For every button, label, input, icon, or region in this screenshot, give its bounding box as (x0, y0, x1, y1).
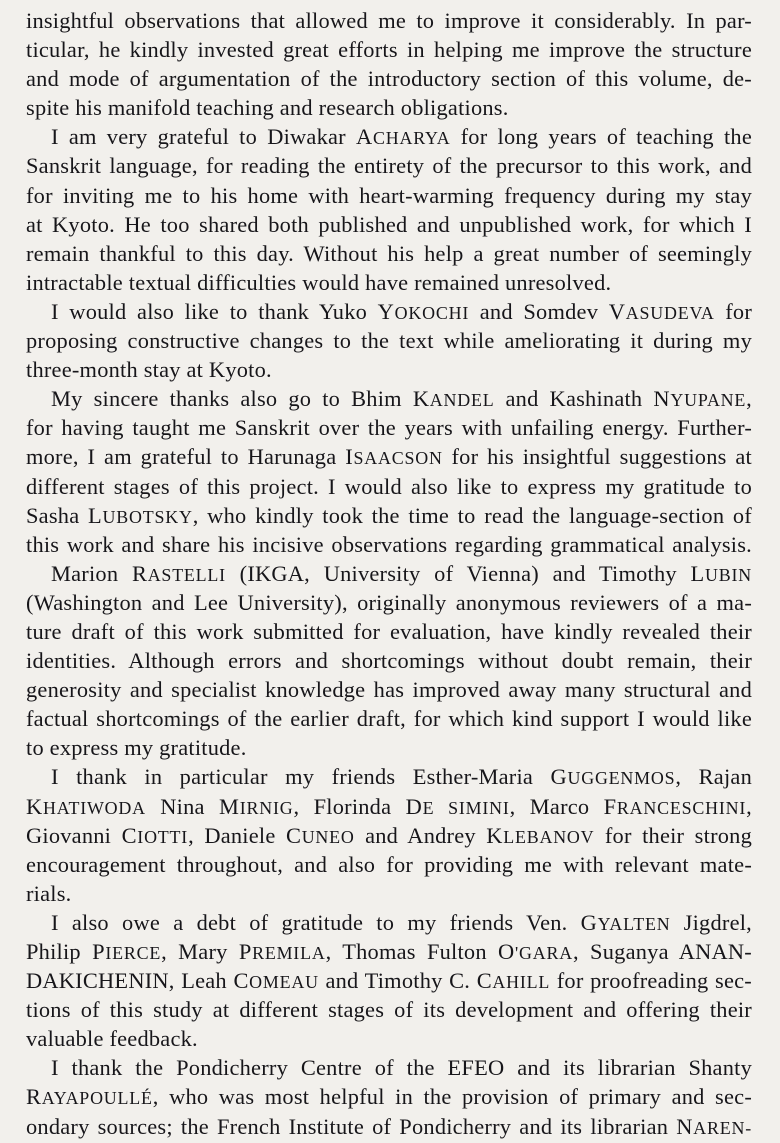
small-caps-surname: KHATIWODA (26, 793, 146, 819)
small-caps-surname: RAYAPOULLÉ (26, 1084, 153, 1110)
small-caps-surname: KLEBANOV (486, 822, 595, 848)
small-caps-surname: COMEAU (233, 968, 319, 994)
text-line: KHATIWODA Nina MIRNIG, Florinda DE SIMINI, Marco FRANCESCHINI, (26, 793, 752, 819)
text-line: identities. Although errors and shortcomings without doubt remain, their (26, 648, 752, 674)
text-line: RAYAPOULLÉ, who was most helpful in the provision of primary and sec- (26, 1084, 752, 1110)
text-line: different stages of this project. I would also like to express my gratitude to (26, 473, 752, 499)
text-line: ture draft of this work submitted for evaluation, have kindly revealed their (26, 618, 752, 644)
text-line: I would also like to thank Yuko YOKOCHI and Somdev VASUDEVA for (51, 298, 753, 324)
text-line: remain thankful to this day. Without his help a great number of seemingly (26, 240, 752, 266)
small-caps-surname: NAREN- (676, 1113, 752, 1139)
small-caps-surname: NYUPANE (653, 386, 747, 412)
text-line: three-month stay at Kyoto. (26, 357, 272, 383)
text-line: spite his manifold teaching and research obligations. (26, 95, 509, 121)
text-line: insightful observations that allowed me to improve it considerably. In par- (26, 8, 752, 33)
small-caps-surname: MIRNIG (218, 793, 294, 819)
text-line: intractable textual difficulties would have remained unresolved. (26, 269, 612, 295)
small-caps-surname: ACHARYA (356, 124, 451, 150)
text-line: at Kyoto. He too shared both published and unpublished work, for which I (26, 211, 752, 237)
text-line: generosity and specialist knowledge has improved away many structural and (26, 677, 752, 703)
text-line: rials. (26, 880, 72, 906)
text-line: valuable feedback. (26, 1026, 198, 1052)
text-line: I also owe a debt of gratitude to my friends Ven. GYALTEN Jigdrel, (51, 909, 752, 935)
small-caps-surname: DE SIMINI (405, 793, 510, 819)
small-caps-surname: PREMILA (238, 939, 326, 964)
small-caps-surname: GYALTEN (580, 909, 671, 935)
text-line: I thank the Pondicherry Centre of the EFEO and its librarian Shanty (51, 1055, 752, 1081)
text-line: I am very grateful to Diwakar ACHARYA for long years of teaching the (51, 124, 752, 150)
small-caps-surname: ISAACSON (345, 444, 443, 470)
text-line: DAKICHENIN, Leah COMEAU and Timothy C. CAHILL for proofreading sec- (26, 968, 752, 994)
text-line: (Washington and Lee University), originally anonymous reviewers of a ma- (26, 589, 752, 615)
small-caps-surname: RASTELLI (131, 560, 226, 586)
text-line: Sanskrit language, for reading the entirety of the precursor to this work, and (26, 153, 752, 179)
text-line: for inviting me to his home with heart-warming frequency during my stay (26, 182, 752, 208)
text-line: and mode of argumentation of the introductory section of this volume, de- (26, 66, 752, 92)
text-line: this work and share his incisive observations regarding grammatical analysis. (26, 531, 752, 557)
text-line: My sincere thanks also go to Bhim KANDEL and Kashinath NYUPANE, (51, 386, 752, 412)
small-caps-surname: KANDEL (412, 386, 495, 412)
text-line: factual shortcomings of the earlier draft, for which kind support I would like (26, 706, 752, 732)
small-caps-surname: YOKOCHI (377, 298, 470, 324)
text-line: to express my gratitude. (26, 735, 247, 761)
small-caps-surname: LUBOTSKY (88, 502, 193, 528)
small-caps-surname: PIERCE (92, 939, 162, 964)
text-line: encouragement throughout, and also for providing me with relevant mate- (26, 851, 752, 877)
text-line: Sasha LUBOTSKY, who kindly took the time to read the language-section of (26, 502, 752, 528)
small-caps-surname: CUNEO (285, 822, 355, 848)
small-caps-surname: LUBIN (690, 560, 752, 586)
small-caps-surname: CIOTTI (121, 822, 189, 848)
text-line: for having taught me Sanskrit over the years with unfailing energy. Further- (26, 415, 752, 441)
small-caps-surname: CAHILL (476, 968, 551, 994)
text-line: I thank in particular my friends Esther-Maria GUGGENMOS, Rajan (51, 764, 752, 790)
small-caps-surname: FRANCESCHINI (603, 793, 747, 819)
text-line: more, I am grateful to Harunaga ISAACSON for his insightful suggestions at (26, 444, 752, 470)
page-text-block (26, 6, 752, 1141)
text-line: tions of this study at different stages of its development and offering their (26, 997, 752, 1023)
small-caps-surname: GUGGENMOS (550, 764, 676, 790)
small-caps-surname: O'GARA (498, 939, 573, 964)
text-line: ondary sources; the French Institute of Pondicherry and its librarian NAREN- (26, 1113, 752, 1139)
text-line: Giovanni CIOTTI, Daniele CUNEO and Andrey KLEBANOV for their strong (26, 822, 753, 848)
text-line: Philip PIERCE, Mary PREMILA, Thomas Fulton O'GARA, Suganya ANAN- (26, 939, 752, 964)
small-caps-surname: VASUDEVA (608, 298, 715, 324)
text-line: proposing constructive changes to the text while ameliorating it during my (26, 328, 752, 354)
text-line: ticular, he kindly invested great efforts in helping me improve the structure (26, 37, 752, 63)
text-line: Marion RASTELLI (IKGA, University of Vienna) and Timothy LUBIN (51, 560, 752, 586)
